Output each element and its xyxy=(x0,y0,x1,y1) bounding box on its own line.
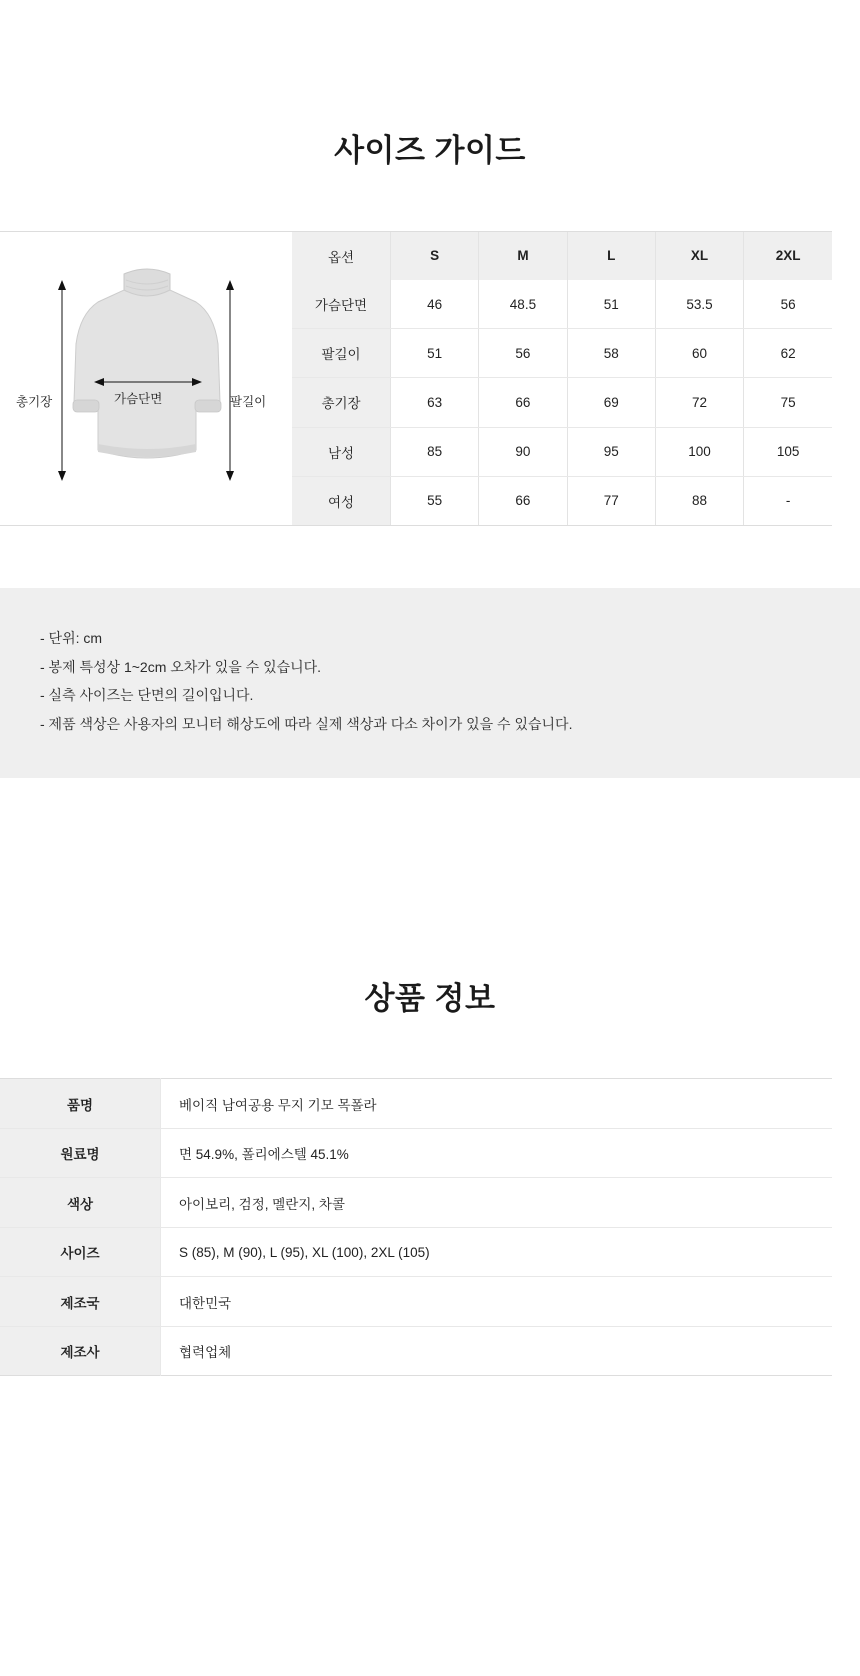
cell-chest-s: 46 xyxy=(391,280,479,329)
size-table-header-row xyxy=(292,232,832,280)
row-label-total-length: 총기장 xyxy=(292,378,391,427)
table-row xyxy=(0,1326,832,1376)
size-notes xyxy=(0,588,860,778)
cell-sleeve-s: 51 xyxy=(391,329,479,378)
cell-men-xl: 100 xyxy=(655,427,743,476)
size-table-header-option: 옵션 xyxy=(292,232,391,280)
size-table-header-2xl: 2XL xyxy=(744,232,832,280)
table-row xyxy=(0,1178,832,1228)
cell-sleeve-m: 56 xyxy=(479,329,567,378)
table-row xyxy=(292,280,832,329)
size-guide-block xyxy=(0,231,832,526)
info-label-country: 제조국 xyxy=(0,1277,161,1327)
note-line-3: - 실측 사이즈는 단면의 길이입니다. xyxy=(40,687,254,704)
garment-figure xyxy=(0,232,292,509)
row-label-women: 여성 xyxy=(292,476,391,525)
info-value-size: S (85), M (90), L (95), XL (100), 2XL (105) xyxy=(161,1227,833,1277)
bottom-spacer xyxy=(0,1376,860,1676)
table-row xyxy=(292,329,832,378)
cell-women-2xl: - xyxy=(744,476,832,525)
cell-women-l: 77 xyxy=(567,476,655,525)
size-table-header-m: M xyxy=(479,232,567,280)
note-line-1: - 단위: cm xyxy=(40,629,103,646)
size-table xyxy=(292,232,832,525)
cell-sleeve-l: 58 xyxy=(567,329,655,378)
size-guide-page xyxy=(0,21,860,1676)
info-value-country: 대한민국 xyxy=(161,1277,833,1327)
size-table-header-xl: XL xyxy=(655,232,743,280)
product-info-title: 상품 정보 xyxy=(364,981,496,1017)
info-value-material: 면 54.9%, 폴리에스텔 45.1% xyxy=(161,1128,833,1178)
measurement-lines xyxy=(0,232,292,509)
cell-women-xl: 88 xyxy=(655,476,743,525)
cell-women-m: 66 xyxy=(479,476,567,525)
cell-men-m: 90 xyxy=(479,427,567,476)
cell-total-m: 66 xyxy=(479,378,567,427)
cell-total-s: 63 xyxy=(391,378,479,427)
cell-women-s: 55 xyxy=(391,476,479,525)
table-row xyxy=(0,1128,832,1178)
info-label-manufacturer: 제조사 xyxy=(0,1326,161,1376)
info-value-product-name: 베이직 남여공용 무지 기모 목폴라 xyxy=(161,1079,833,1129)
label-sleeve-length: 팔길이 xyxy=(230,394,267,409)
row-label-chest: 가슴단면 xyxy=(292,280,391,329)
cell-men-l: 95 xyxy=(567,427,655,476)
cell-chest-l: 51 xyxy=(567,280,655,329)
info-value-manufacturer: 협력업체 xyxy=(161,1326,833,1376)
table-row xyxy=(0,1079,832,1129)
label-chest-width: 가슴단면 xyxy=(114,391,163,406)
cell-sleeve-xl: 60 xyxy=(655,329,743,378)
row-label-sleeve: 팔길이 xyxy=(292,329,391,378)
info-label-size: 사이즈 xyxy=(0,1227,161,1277)
label-total-length: 총기장 xyxy=(16,394,53,409)
cell-sleeve-2xl: 62 xyxy=(744,329,832,378)
info-value-color: 아이보리, 검정, 멜란지, 차콜 xyxy=(161,1178,833,1228)
row-label-men: 남성 xyxy=(292,427,391,476)
note-line-4: - 제품 색상은 사용자의 모니터 해상도에 따라 실제 색상과 다소 차이가 있을 수 있습니다. xyxy=(40,715,573,732)
table-row xyxy=(292,476,832,525)
cell-chest-2xl: 56 xyxy=(744,280,832,329)
cell-total-xl: 72 xyxy=(655,378,743,427)
cell-total-l: 69 xyxy=(567,378,655,427)
cell-men-2xl: 105 xyxy=(744,427,832,476)
cell-total-2xl: 75 xyxy=(744,378,832,427)
size-table-header-s: S xyxy=(391,232,479,280)
cell-men-s: 85 xyxy=(391,427,479,476)
info-label-material: 원료명 xyxy=(0,1128,161,1178)
size-table-header-l: L xyxy=(567,232,655,280)
table-row xyxy=(292,427,832,476)
info-label-product-name: 품명 xyxy=(0,1079,161,1129)
note-line-2: - 봉제 특성상 1~2cm 오차가 있을 수 있습니다. xyxy=(40,658,322,675)
product-info-table xyxy=(0,1078,832,1376)
cell-chest-m: 48.5 xyxy=(479,280,567,329)
table-row xyxy=(0,1227,832,1277)
cell-chest-xl: 53.5 xyxy=(655,280,743,329)
info-label-color: 색상 xyxy=(0,1178,161,1228)
size-guide-title: 사이즈 가이드 xyxy=(334,132,526,168)
table-row xyxy=(0,1277,832,1327)
table-row xyxy=(292,378,832,427)
